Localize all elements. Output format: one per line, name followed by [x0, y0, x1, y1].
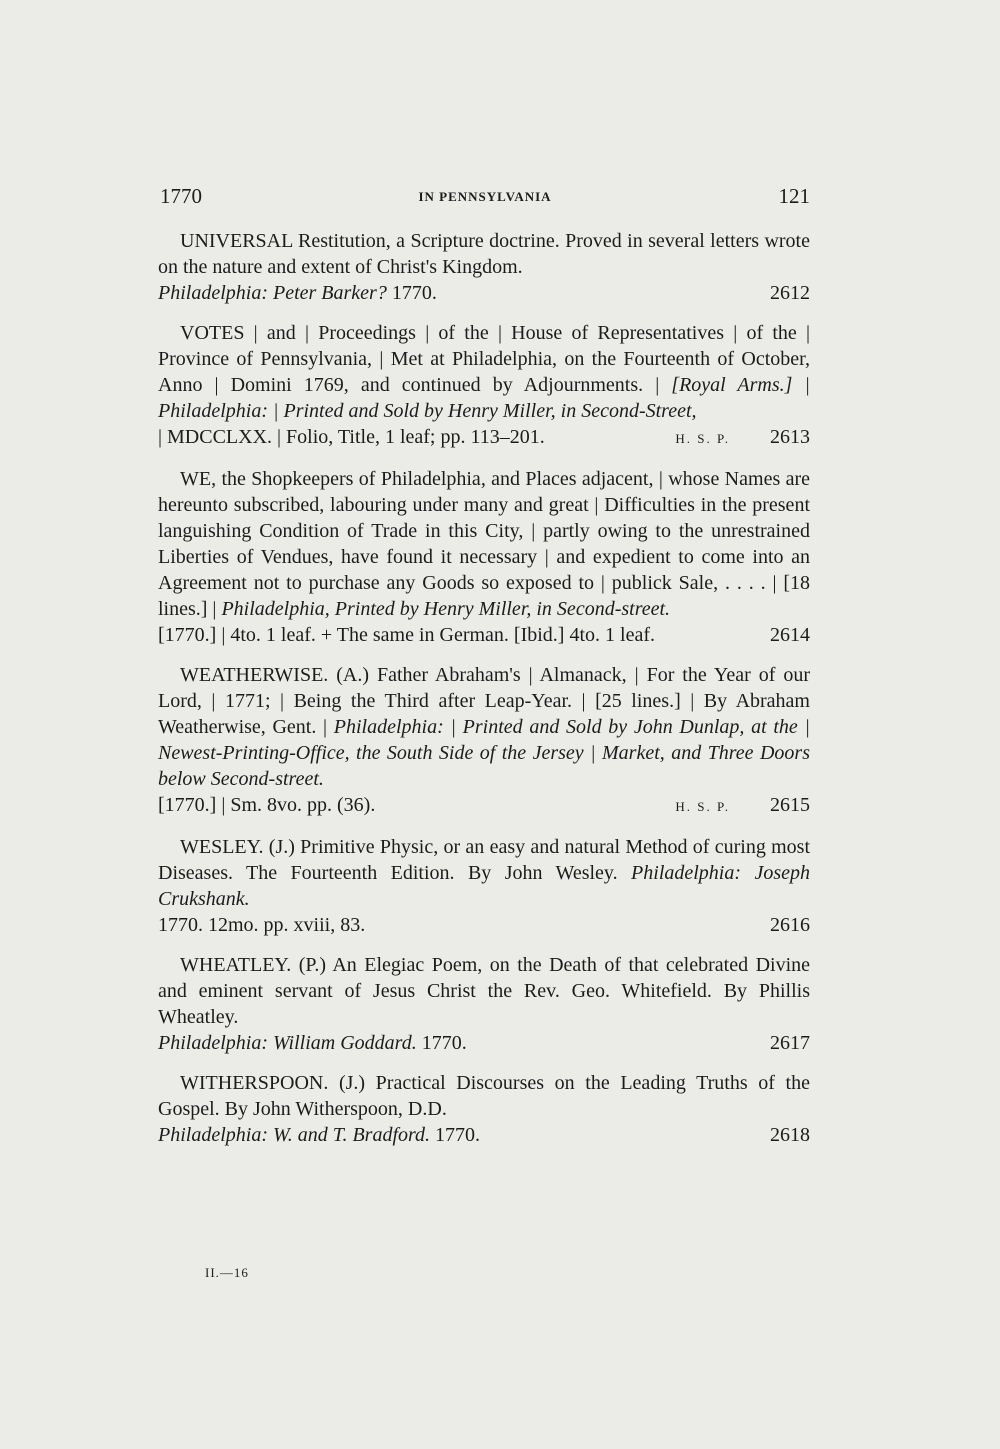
entry-2614	[158, 466, 810, 648]
entry-text: WESLEY. (J.) Primitive Physic, or an easy and natural Method of curing most Diseases. The Fourteenth Edition. By John Wesley.	[158, 836, 810, 884]
entry-text: UNIVERSAL Restitution, a Scripture doctrine. Proved in several letters wrote on the nature and extent of Christ's Kingdom.	[158, 230, 810, 278]
entry-number: 2613	[770, 426, 810, 448]
entry-tail: 1770.	[391, 282, 437, 304]
entry-tail: [1770.] | Sm. 8vo. pp. (36).	[158, 794, 376, 816]
entry-number: 2616	[770, 914, 810, 936]
entry-number: 2618	[770, 1124, 810, 1146]
entry-2618	[158, 1070, 810, 1148]
entry-2612	[158, 228, 810, 306]
entry-tail: 1770.	[435, 1124, 481, 1146]
signature-mark: II.—16	[205, 1265, 249, 1280]
entry-imprint: Philadelphia: William Goddard.	[158, 1032, 417, 1054]
bibliography-list	[158, 228, 810, 1162]
entry-number: 2617	[770, 1032, 810, 1054]
entry-2617	[158, 952, 810, 1056]
entry-text: WEATHERWISE. (A.) Father Abraham's | Almanack, | For the Year of our Lord, | 1771; | Being the Third after Leap-Year. | [25 lines.] | By Abraham Weatherwise, Gent. |	[158, 664, 810, 738]
entry-imprint: Philadelphia: W. and T. Bradford.	[158, 1124, 431, 1146]
entry-tail: [1770.] | 4to. 1 leaf. + The same in German. [Ibid.] 4to. 1 leaf.	[158, 624, 655, 646]
entry-imprint: Philadelphia: | Printed and Sold by John Dunlap, at the | Newest-Printing-Office, the South Side of the Jersey | Market, and Three Doors below Second-street.	[158, 716, 810, 790]
page-number: 121	[778, 184, 810, 208]
running-header	[160, 184, 810, 214]
entry-text: WE, the Shopkeepers of Philadelphia, and Places adjacent, | whose Names are hereunto subscribed, labouring under many and great | Difficulties in the present languishing Condition of Trade in this City, | partly owing to the unrestrained Liberties of Vendues, have found it necessary | and expedient to come into an Agreement not to purchase any Goods so exposed to | publick Sale, . . . . | [18 lines.] |	[158, 468, 810, 620]
entry-2616	[158, 834, 810, 938]
library-code: H. S. P.	[675, 799, 730, 814]
entry-2615	[158, 662, 810, 820]
entry-number: 2614	[770, 624, 810, 646]
entry-tail: 1770.	[421, 1032, 467, 1054]
entry-2613	[158, 320, 810, 452]
entry-number: 2615	[770, 794, 810, 816]
entry-number: 2612	[770, 282, 810, 304]
entry-tail: | MDCCLXX. | Folio, Title, 1 leaf; pp. 113–201.	[158, 426, 545, 448]
header-title: IN PENNSYLVANIA	[418, 189, 552, 204]
library-code: H. S. P.	[675, 431, 730, 446]
header-year: 1770	[160, 184, 202, 208]
entry-imprint: [Royal Arms.] | Philadelphia: | Printed and Sold by Henry Miller, in Second-Street,	[158, 374, 811, 422]
entry-text: WITHERSPOON. (J.) Practical Discourses on the Leading Truths of the Gospel. By John Witherspoon, D.D.	[158, 1072, 810, 1120]
entry-text: WHEATLEY. (P.) An Elegiac Poem, on the Death of that celebrated Divine and eminent servant of Jesus Christ the Rev. Geo. Whitefield. By Phillis Wheatley.	[158, 954, 810, 1028]
entry-imprint: Philadelphia: Joseph Crukshank.	[158, 862, 810, 910]
entry-imprint: Philadelphia, Printed by Henry Miller, in Second-street.	[221, 598, 671, 620]
entry-tail: 1770. 12mo. pp. xviii, 83.	[158, 914, 366, 936]
entry-text: VOTES | and | Proceedings | of the | House of Representatives | of the | Province of Pennsylvania, | Met at Philadelphia, on the Fourteenth of October, Anno | Domini 1769, and continued by Adjournments. |	[158, 322, 810, 396]
entry-imprint: Philadelphia: Peter Barker?	[158, 282, 387, 304]
